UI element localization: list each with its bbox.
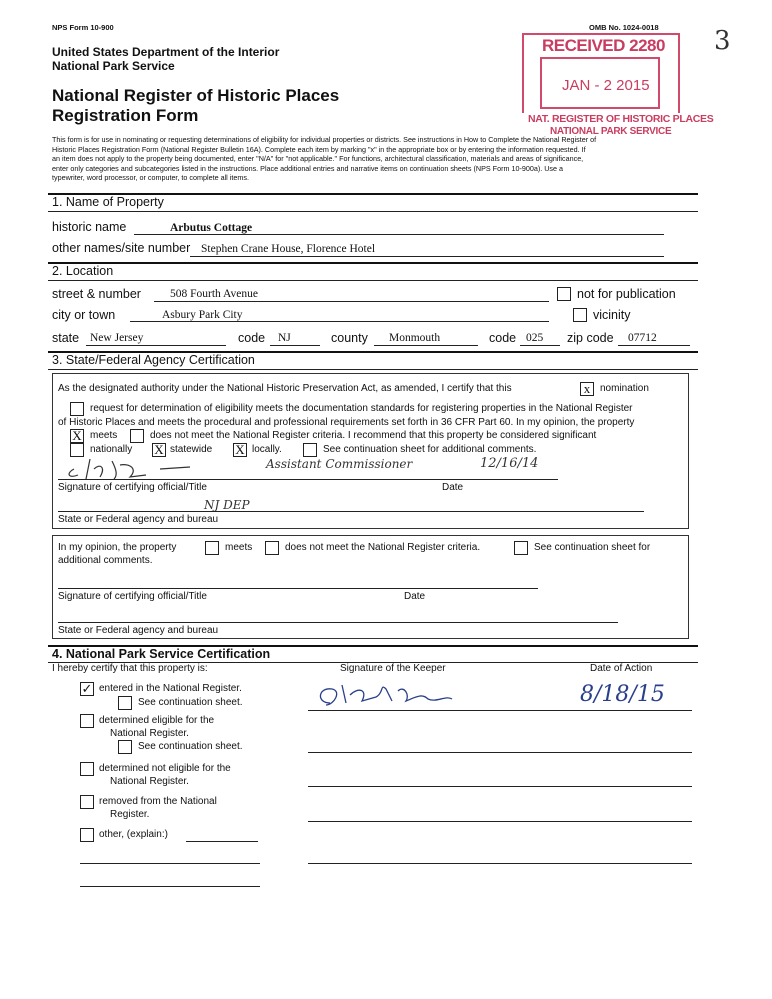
not-eligible-label-1: determined not eligible for the <box>99 763 231 774</box>
stamp-line2: NATIONAL PARK SERVICE <box>550 126 672 137</box>
other-checkbox[interactable] <box>80 828 94 842</box>
other-names-value[interactable]: Stephen Crane House, Florence Hotel <box>201 243 376 255</box>
sig-label-2: Signature of certifying official/Title <box>58 591 207 602</box>
keeper-label: Signature of the Keeper <box>340 663 446 674</box>
opinion-see-continuation-checkbox[interactable] <box>514 541 528 555</box>
date-label: Date <box>442 482 464 493</box>
page-title-line2: Registration Form <box>52 106 199 125</box>
section4-heading: 4. National Park Service Certification <box>52 647 271 661</box>
does-not-meet-checkbox[interactable] <box>130 429 144 443</box>
street-label: street & number <box>52 287 141 301</box>
street-value[interactable]: 508 Fourth Avenue <box>170 288 258 300</box>
not-for-publication-checkbox[interactable] <box>557 287 571 301</box>
section1-heading: 1. Name of Property <box>52 195 164 209</box>
eligible-label-2: National Register. <box>110 728 189 739</box>
section2-heading: 2. Location <box>52 264 114 278</box>
other-label: other, (explain:) <box>99 829 168 840</box>
state-code-value[interactable]: NJ <box>278 332 291 344</box>
meets-checkbox[interactable]: X <box>70 429 84 443</box>
does-not-meet-label: does not meet the National Register criteria. I recommend that this property be considered significant <box>150 430 597 441</box>
city-label: city or town <box>52 308 116 322</box>
page-title-line1: National Register of Historic Places <box>52 86 340 105</box>
date-label-2: Date <box>404 591 426 602</box>
zip-value[interactable]: 07712 <box>628 332 657 344</box>
keeper-date: 8/18/15 <box>580 682 665 707</box>
opinion-meets-label: meets <box>225 542 253 553</box>
statewide-label: statewide <box>170 444 213 455</box>
removed-checkbox[interactable] <box>80 795 94 809</box>
certify-label: I hereby certify that this property is: <box>52 663 208 674</box>
opinion-label: In my opinion, the property <box>58 542 177 553</box>
opinion-meets-checkbox[interactable] <box>205 541 219 555</box>
zip-label: zip code <box>567 331 614 345</box>
request-checkbox[interactable] <box>70 402 84 416</box>
see-continuation-checkbox[interactable] <box>303 443 317 457</box>
section3-heading: 3. State/Federal Agency Certification <box>52 353 255 367</box>
agency-label-2: State or Federal agency and bureau <box>58 625 219 636</box>
hw-title: Assistant Commissioner <box>266 457 413 471</box>
nationally-label: nationally <box>90 444 133 455</box>
removed-label-2: Register. <box>110 809 150 820</box>
county-code-label: code <box>489 331 517 345</box>
agency: National Park Service <box>52 59 175 73</box>
locally-label: locally. <box>252 444 282 455</box>
opinion-not-meet-label: does not meet the National Register criteria. <box>285 542 481 553</box>
entered-continuation-label: See continuation sheet. <box>138 697 243 708</box>
corner-mark: 3 <box>714 26 731 56</box>
sig-label: Signature of certifying official/Title <box>58 482 207 493</box>
stamp-date: JAN - 2 2015 <box>562 77 650 94</box>
cert-line1: As the designated authority under the National Historic Preservation Act, as amended, I certify that this <box>58 383 512 394</box>
nomination-checkbox[interactable]: x <box>580 382 594 396</box>
eligible-continuation-checkbox[interactable] <box>118 740 132 754</box>
county-label: county <box>331 331 368 345</box>
opinion-see-continuation-label: See continuation sheet for <box>534 542 651 553</box>
state-code-label: code <box>238 331 266 345</box>
nomination-label: nomination <box>600 383 649 394</box>
agency-label: State or Federal agency and bureau <box>58 514 219 525</box>
stamp-line1: NAT. REGISTER OF HISTORIC PLACES <box>528 113 714 125</box>
entered-continuation-checkbox[interactable] <box>118 696 132 710</box>
locally-checkbox[interactable]: X <box>233 443 247 457</box>
meets-label: meets <box>90 430 118 441</box>
hw-agency: NJ DEP <box>204 498 250 512</box>
vicinity-label: vicinity <box>593 308 631 322</box>
see-continuation-label: See continuation sheet for additional comments. <box>323 444 537 455</box>
cert-line2: request for determination of eligibility meets the documentation standards for registering properties in the National Register <box>90 403 633 414</box>
stamp-received: RECEIVED 2280 <box>542 36 665 55</box>
form-number: NPS Form 10-900 <box>52 23 114 32</box>
omb-number: OMB No. 1024-0018 <box>589 23 659 32</box>
eligible-label-1: determined eligible for the <box>99 715 215 726</box>
hw-date: 12/16/14 <box>480 456 539 471</box>
not-eligible-label-2: National Register. <box>110 776 189 787</box>
state-label: state <box>52 331 80 345</box>
eligible-continuation-label: See continuation sheet. <box>138 741 243 752</box>
received-stamp <box>522 33 714 139</box>
keeper-signature <box>312 675 472 713</box>
county-code-value[interactable]: 025 <box>526 332 544 344</box>
historic-name-value[interactable]: Arbutus Cottage <box>170 222 253 234</box>
state-value[interactable]: New Jersey <box>90 332 144 344</box>
statewide-checkbox[interactable]: X <box>152 443 166 457</box>
entered-label: entered in the National Register. <box>99 683 242 694</box>
cert-line3: of Historic Places and meets the procedural and professional requirements set forth in 36 CFR Part 60. In my opinion, the property <box>58 417 635 428</box>
not-for-publication-label: not for publication <box>577 287 676 301</box>
opinion-not-meet-checkbox[interactable] <box>265 541 279 555</box>
not-eligible-checkbox[interactable] <box>80 762 94 776</box>
department: United States Department of the Interior <box>52 45 280 59</box>
historic-name-label: historic name <box>52 220 127 234</box>
instructions: This form is for use in nominating or requesting determinations of eligibility for individual properties or districts. See instructions in How to Complete the National Register of Historic Places Registration Form (National Register Bulletin 16A). Complete each item by marking "x" in the appropriate box or by entering the information requested. If an item does not apply to the property being documented, enter "N/A" for "not applicable." For functions, architectural classification, materials and areas of significance, enter only categories and subcategories listed in the instructions. Place additional entries and narrative items on continuation sheets (NPS Form 10-900a). Use a typewriter, word processor, or computer, to complete all items. <box>52 135 597 183</box>
city-value[interactable]: Asbury Park City <box>162 309 243 321</box>
removed-label-1: removed from the National <box>99 796 217 807</box>
eligible-checkbox[interactable] <box>80 714 94 728</box>
entered-checkbox[interactable]: ✓ <box>81 681 93 696</box>
date-of-action-label: Date of Action <box>590 663 653 674</box>
vicinity-checkbox[interactable] <box>573 308 587 322</box>
other-names-label: other names/site number <box>52 241 191 255</box>
county-value[interactable]: Monmouth <box>389 332 441 344</box>
additional-comments-label: additional comments. <box>58 555 153 566</box>
